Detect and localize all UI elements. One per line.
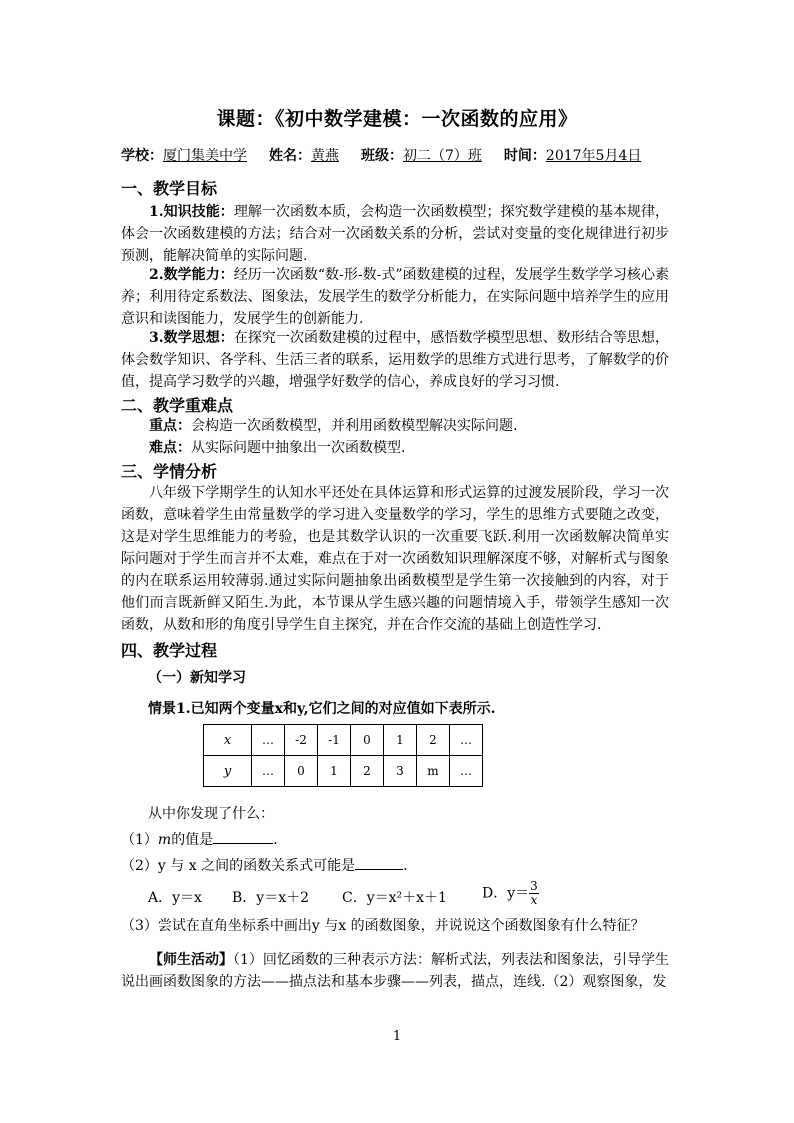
section-heading-goals: 一、教学目标 (121, 179, 218, 198)
option-d-fraction (529, 880, 539, 907)
table-cell: … (252, 756, 285, 787)
option-a: A．y＝x (148, 890, 202, 906)
school-value: 厦门集美中学 (163, 148, 247, 164)
table-cell: m (417, 756, 450, 787)
question-1-end: . (273, 832, 278, 848)
option-d-prefix: D．y＝ (482, 885, 530, 902)
table-label-y: y (204, 756, 252, 787)
page-number: 1 (392, 1029, 402, 1044)
class-value: 初二（7）班 (403, 148, 482, 164)
value-table (203, 724, 483, 787)
scenario-1: 情景1.已知两个变量x和y,它们之间的对应值如下表所示. (148, 701, 496, 717)
key-point (121, 415, 669, 437)
time-value: 2017年5月4日 (545, 148, 642, 164)
table-cell: … (252, 725, 285, 756)
option-c: C．y＝x²＋x＋1 (342, 890, 447, 906)
option-d (482, 880, 539, 907)
goal-knowledge-text: 理解一次函数本质，会构造一次函数模型；探究数学建模的基本规律，体会一次函数建模的方法；结合对一次函数关系的分析，尝试对变量的变化规律进行初步预测，能解决简单的实际问题. (121, 204, 670, 264)
section-heading-analysis: 三、学情分析 (121, 462, 218, 481)
teacher-student-activity (121, 949, 669, 993)
question-1-var: m (157, 832, 172, 848)
table-cell: 1 (318, 756, 351, 787)
key-point-text: 会构造一次函数模型，并利用函数模型解决实际问题. (191, 418, 518, 434)
goal-knowledge (121, 201, 669, 267)
subsection-new-learning: （一）新知学习 (148, 670, 246, 686)
question-2-end: . (403, 858, 408, 874)
question-1-prefix: （1） (121, 832, 158, 848)
table-label-x: x (204, 725, 252, 756)
section-heading-process: 四、教学过程 (121, 641, 218, 660)
table-cell: 0 (285, 756, 318, 787)
table-row-y (204, 756, 483, 787)
question-1 (121, 829, 669, 851)
option-b: B．y＝x＋2 (232, 890, 309, 906)
goal-thinking-label: 3.数学思想： (149, 330, 234, 346)
discover-prompt: 从中你发现了什么： (148, 806, 274, 822)
option-d-numerator: 3 (530, 879, 538, 893)
school-label: 学校： (121, 148, 163, 164)
info-line (121, 145, 641, 165)
goal-knowledge-label: 1.知识技能： (149, 204, 234, 220)
option-d-denominator: x (530, 893, 538, 907)
question-2 (121, 855, 669, 877)
table-cell: 3 (384, 756, 417, 787)
table-cell: … (450, 725, 483, 756)
answer-blank-2 (355, 857, 403, 870)
question-3: （3）尝试在直角坐标系中画出y 与x 的函数图象，并说说这个函数图象有什么特征？ (121, 918, 645, 934)
table-cell: -1 (318, 725, 351, 756)
table-cell: 0 (351, 725, 384, 756)
name-label: 姓名： (269, 148, 311, 164)
class-label: 班级： (361, 148, 403, 164)
answer-blank-1 (213, 831, 273, 844)
goal-thinking (121, 327, 669, 393)
table-row-x (204, 725, 483, 756)
time-label: 时间： (503, 148, 546, 164)
goal-thinking-text: 在探究一次函数建模的过程中，感悟数学模型思想、数形结合等思想，体会数学知识、各学科、生活三者的联系，运用数学的思维方式进行思考，了解数学的价值，提高学习数学的兴趣，增强学好数学的信心，养成良好的学习习惯. (121, 330, 670, 390)
difficult-point-label: 难点： (149, 440, 191, 456)
activity-label: 【师生活动】 (149, 952, 234, 968)
question-1-text: 的值是 (171, 832, 214, 848)
difficult-point-text: 从实际问题中抽象出一次函数模型. (191, 440, 406, 456)
table-cell: 2 (351, 756, 384, 787)
goal-ability (121, 264, 669, 330)
table-cell: … (450, 756, 483, 787)
table-cell: -2 (285, 725, 318, 756)
analysis-paragraph: 八年级下学期学生的认知水平还处在具体运算和形式运算的过渡发展阶段，学习一次函数，意味着学生由常量数学的学习进入变量数学的学习，学生的思维方式要随之改变，这是对学生思维能力的考验，也是其数学认识的一次重要飞跃.利用一次函数解决简单实际问题对于学生而言并不太难，难点在于对一次函数知识理解深度不够，对解析式与图象的内在联系运用较薄弱.通过实际问题抽象出函数模型是学生第一次接触到的内容，对于他们而言既新鲜又陌生.为此，本节课从学生感兴趣的问题情境入手，带领学生感知一次函数，从数和形的角度引导学生自主探究，并在合作交流的基础上创造性学习. (121, 485, 669, 633)
name-value: 黄燕 (311, 148, 339, 164)
table-cell: 2 (417, 725, 450, 756)
goal-ability-text: 经历一次函数“数-形-数-式”函数建模的过程，发展学生数学学习核心素养；利用待定系数法、图象法，发展学生的数学分析能力，在实际问题中培养学生的应用意识和读图能力，发展学生的创新能力. (121, 267, 669, 327)
section-heading-key-points: 二、教学重难点 (121, 396, 234, 415)
question-2-text: y 与 x 之间的函数关系式可能是 (157, 858, 356, 874)
key-point-label: 重点： (149, 418, 191, 434)
page-title: 课题：《初中数学建模：一次函数的应用》 (216, 108, 578, 130)
table-cell: 1 (384, 725, 417, 756)
goal-ability-label: 2.数学能力： (149, 267, 234, 283)
question-2-prefix: （2） (121, 858, 158, 874)
activity-text: （1）回忆函数的三种表示方法：解析式法，列表法和图象法，引导学生说出画函数图象的方法——描点法和基本步骤——列表，描点，连线.（2）观察图象，发 (121, 952, 669, 990)
difficult-point (121, 437, 669, 459)
